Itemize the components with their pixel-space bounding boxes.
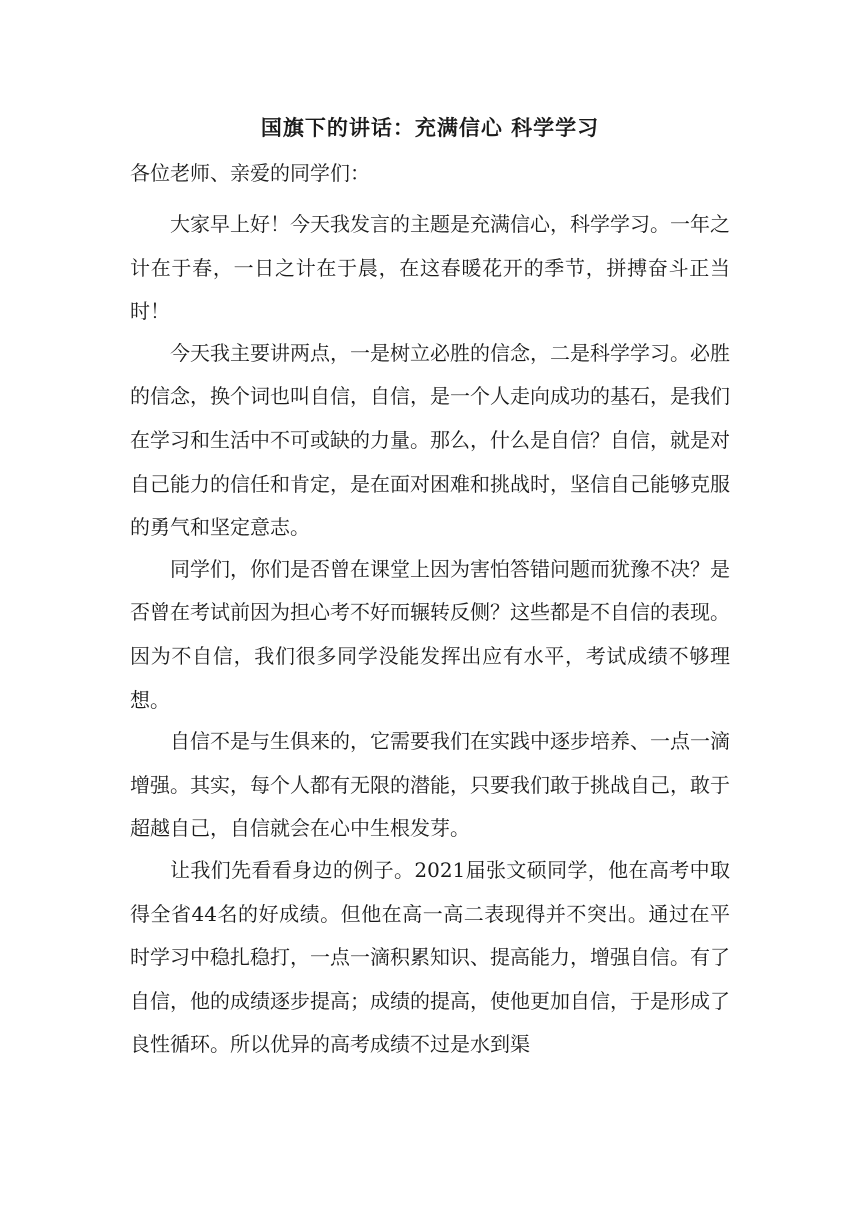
paragraph-2: 今天我主要讲两点，一是树立必胜的信念，二是科学学习。必胜的信念，换个词也叫自信，自信，是一个人走向成功的基石，是我们在学习和生活中不可或缺的力量。那么，什么是自信？自信，就是对自己能力的信任和肯定，是在面对困难和挑战时，坚信自己能够克服的勇气和坚定意志。 xyxy=(130,340,730,540)
paragraph-4: 自信不是与生俱来的，它需要我们在实践中逐步培养、一点一滴增强。其实，每个人都有无限的潜能，只要我们敢于挑战自己，敢于超越自己，自信就会在心中生根发芽。 xyxy=(130,729,730,841)
document-title: 国旗下的讲话：充满信心 科学学习 xyxy=(260,116,600,140)
paragraph-5: 让我们先看看身边的例子。2021届张文硕同学，他在高考中取得全省44名的好成绩。但他在高一高二表现得并不突出。通过在平时学习中稳扎稳打，一点一滴积累知识、提高能力，增强自信。有了自信，他的成绩逐步提高；成绩的提高，使他更加自信，于是形成了良性循环。所以优异的高考成绩不过是水到渠 xyxy=(130,857,730,1057)
paragraph-3: 同学们，你们是否曾在课堂上因为害怕答错问题而犹豫不决？是否曾在考试前因为担心考不好而辗转反侧？这些都是不自信的表现。因为不自信，我们很多同学没能发挥出应有水平，考试成绩不够理想。 xyxy=(130,556,730,712)
document-body xyxy=(130,203,730,1065)
salutation: 各位老师、亲爱的同学们： xyxy=(130,161,370,185)
paragraph-1: 大家早上好！今天我发言的主题是充满信心，科学学习。一年之计在于春，一日之计在于晨，在这春暖花开的季节，拼搏奋斗正当时！ xyxy=(130,212,730,324)
